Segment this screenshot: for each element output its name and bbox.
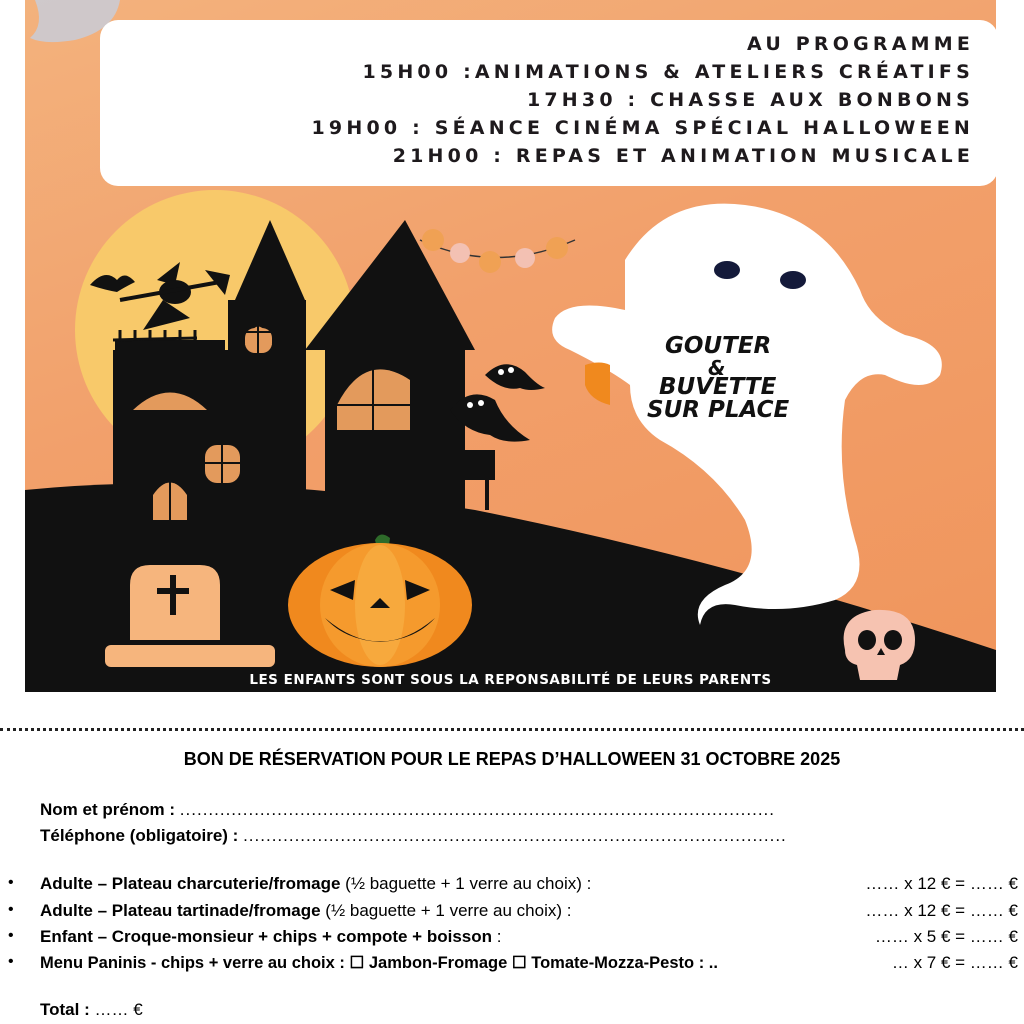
total-value[interactable]: …… € (94, 1000, 143, 1019)
total-line[interactable] (40, 1000, 143, 1020)
phone-label: Téléphone (obligatoire) : (40, 826, 239, 845)
item-details: (½ baguette + 1 verre au choix) : (340, 874, 592, 893)
item-name: Adulte – Plateau charcuterie/fromage (40, 874, 341, 893)
ghost-text-line-2: & (708, 356, 726, 380)
ghost-text-line-4: SUR PLACE (647, 397, 790, 423)
item-name: Menu Paninis - chips + verre au choix : ☐ Jambon-Fromage ☐ Tomate-Mozza-Pesto : .. (40, 954, 718, 972)
name-fill-line[interactable]: ........................................................................................................ (179, 800, 776, 819)
program-line-1: 15H00 :ANIMATIONS & ATELIERS CRÉATIFS (362, 61, 974, 83)
ghost-text-line-3: BUVETTE (659, 374, 777, 400)
program-line-4: 21H00 : REPAS ET ANIMATION MUSICALE (392, 145, 974, 167)
item-price-line[interactable]: …… x 12 € = …… € (865, 901, 1018, 920)
phone-field[interactable] (40, 826, 787, 846)
parents-responsibility-note: LES ENFANTS SONT SOUS LA REPONSABILITÉ DE LEURS PARENTS (249, 672, 772, 688)
item-name: Adulte – Plateau tartinade/fromage (40, 901, 321, 920)
bullet: • (8, 874, 14, 891)
item-menu-paninis[interactable] (40, 953, 718, 973)
halloween-poster (25, 0, 996, 692)
item-name: Enfant – Croque-monsieur + chips + compote + boisson (40, 927, 492, 946)
garland-decoration (420, 229, 575, 273)
program-box (100, 20, 996, 186)
phone-fill-line[interactable]: ............................................................................................... (243, 826, 787, 845)
bullet: • (8, 901, 14, 918)
bullet: • (8, 927, 14, 944)
program-line-2: 17H30 : CHASSE AUX BONBONS (526, 89, 974, 111)
item-details: : (492, 927, 502, 946)
total-label: Total : (40, 1000, 90, 1019)
ghost-text-line-1: GOUTER (665, 333, 772, 359)
program-heading: AU PROGRAMME (747, 33, 974, 55)
name-field[interactable] (40, 800, 775, 820)
item-details: (½ baguette + 1 verre au choix) : (320, 901, 572, 920)
dotted-cut-line (0, 728, 1024, 731)
item-adult-tartinade (40, 901, 571, 921)
name-label: Nom et prénom : (40, 800, 176, 819)
program-line-3: 19H00 : SÉANCE CINÉMA SPÉCIAL HALLOWEEN (311, 117, 974, 139)
item-adult-charcuterie (40, 874, 591, 894)
reservation-title: BON DE RÉSERVATION POUR LE REPAS D’HALLOWEEN 31 OCTOBRE 2025 (183, 749, 841, 769)
bullet: • (8, 953, 14, 970)
item-price-line[interactable]: …… x 12 € = …… € (865, 874, 1018, 893)
item-price-line[interactable]: …… x 5 € = …… € (874, 927, 1018, 946)
item-price-line[interactable]: … x 7 € = …… € (891, 953, 1018, 972)
item-child-croque (40, 927, 501, 947)
